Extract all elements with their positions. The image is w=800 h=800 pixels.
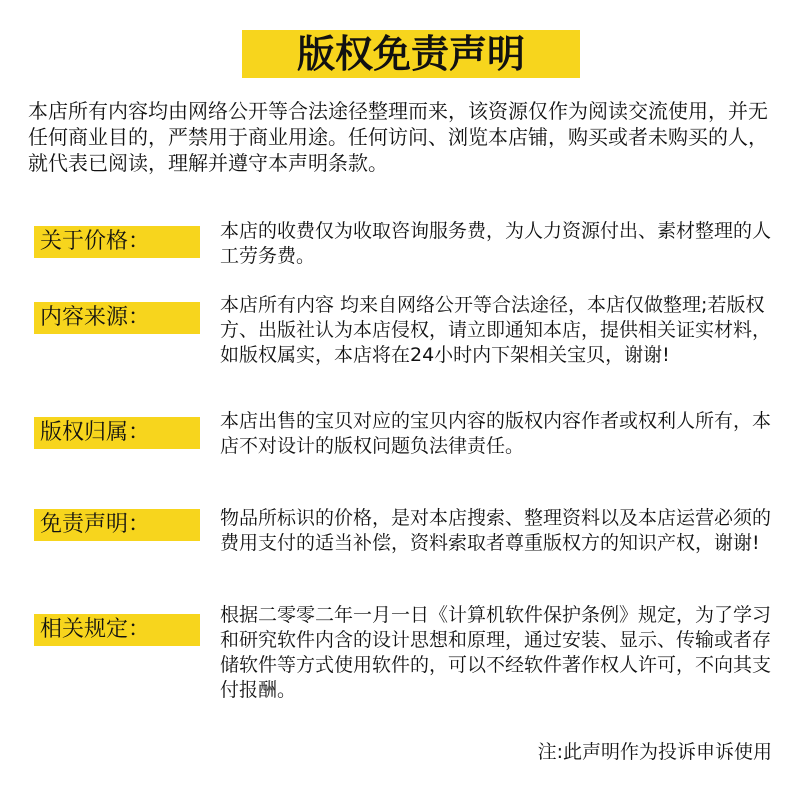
section-text-disclaimer: 物品所标识的价格，是对本店搜索、整理资料以及本店运营必须的费用支付的适当补偿，资料索取者尊重版权方的知识产权，谢谢! [220,507,772,554]
section-text-copyright: 本店出售的宝贝对应的宝贝内容的版权内容作者或权利人所有，本店不对设计的版权问题负法律责任。 [220,410,772,457]
section-label-copyright: 版权归属： [34,417,200,449]
page-title: 版权免责声明 [242,30,580,78]
section-label-price: 关于价格： [34,226,200,258]
section-label-source: 内容来源： [34,302,200,334]
section-label-disclaimer: 免责声明： [34,509,200,541]
section-text-regulations: 根据二零零二年一月一日《计算机软件保护条例》规定，为了学习和研究软件内含的设计思想和原理，通过安装、显示、传输或者存储软件等方式使用软件的，可以不经软件著作权人许可，不向其支付报酬。 [220,604,772,701]
intro-paragraph: 本店所有内容均由网络公开等合法途径整理而来，该资源仅作为阅读交流使用，并无任何商业目的，严禁用于商业用途。任何访问、浏览本店铺，购买或者未购买的人，就代表已阅读，理解并遵守本声明条款。 [28,99,768,175]
section-label-regulations: 相关规定： [34,614,200,646]
section-text-source: 本店所有内容 均来自网络公开等合法途径，本店仅做整理;若版权方、出版社认为本店侵权，请立即通知本店，提供相关证实材料，如版权属实，本店将在24小时内下架相关宝贝，谢谢! [220,294,772,366]
footer-note: 注:此声明作为投诉申诉使用 [537,741,772,763]
section-text-price: 本店的收费仅为收取咨询服务费，为人力资源付出、素材整理的人工劳务费。 [220,220,772,267]
